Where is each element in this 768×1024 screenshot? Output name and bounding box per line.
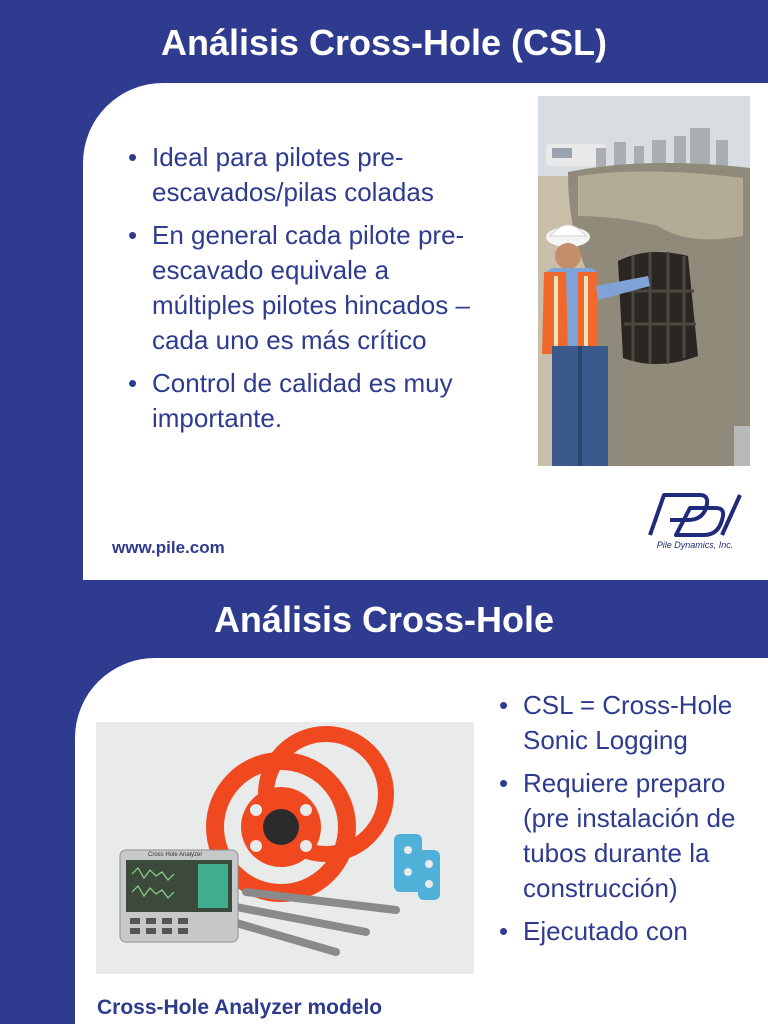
slide-1-title: Análisis Cross-Hole (CSL) [160, 22, 608, 63]
logo-text: Pile Dynamics, Inc. [656, 540, 734, 550]
slide-2-bullet: • Requiere preparo (pre instalación de tubos durante la construcción) [495, 766, 755, 906]
slide-1-bullet: • Ideal para pilotes pre-escavados/pilas coladas [124, 140, 494, 210]
slide-2-bullet: • CSL = Cross-Hole Sonic Logging [495, 688, 755, 758]
slide-2-bullet: • Ejecutado con [495, 914, 755, 949]
slide-1-bullet-list [124, 140, 494, 444]
website-link[interactable]: www.pile.com [112, 538, 225, 557]
cross-hole-analyzer-equipment-photo [96, 722, 474, 974]
pdi-logo [640, 490, 750, 555]
product-caption: Cross-Hole Analyzer modelo [97, 996, 383, 1019]
worker-inspecting-shaft-photo [538, 96, 750, 466]
slide-2-bullet-list [495, 688, 755, 957]
device-label: Cross Hole Analyzer [148, 852, 203, 858]
slide-1-bullet: • Control de calidad es muy importante. [124, 366, 494, 436]
slide-1-bullet: • En general cada pilote pre-escavado equivale a múltiples pilotes hincados – cada uno es más crítico [124, 218, 494, 358]
slide-2-title: Análisis Cross-Hole [213, 599, 555, 640]
